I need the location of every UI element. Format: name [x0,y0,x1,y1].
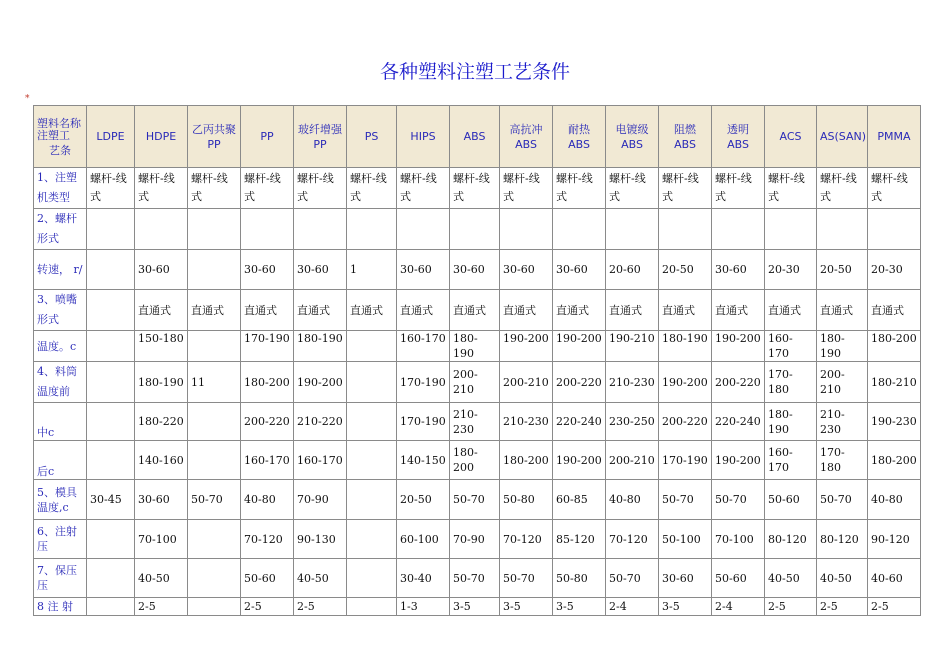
header-col-0 [87,106,135,168]
header-col-5 [347,106,397,168]
table-cell: 170-190 [241,331,294,362]
table-cell [659,209,712,250]
table-cell: 50-70 [712,480,765,520]
table-cell: 40-80 [606,480,659,520]
table-cell: 90-130 [294,520,347,559]
table-cell: 螺杆-线式 [450,168,500,209]
table-cell: 20-30 [868,250,921,290]
table-cell: 螺杆-线式 [868,168,921,209]
header-col-name: PP [260,130,274,143]
row-label: 6、注射压 [34,520,87,559]
header-col-14 [817,106,868,168]
row-label: 中c [34,403,87,441]
table-cell: 70-90 [294,480,347,520]
table-cell: 30-60 [553,250,606,290]
table-cell [87,362,135,403]
header-col-12 [712,106,765,168]
table-cell [553,209,606,250]
table-cell: 190-200 [712,331,765,362]
row-label: 2、螺杆形式 [34,209,87,250]
table-cell: 50-80 [500,480,553,520]
process-table [33,105,921,616]
table-cell: 30-60 [294,250,347,290]
table-cell: 60-85 [553,480,606,520]
header-col-9 [553,106,606,168]
table-cell: 160-170 [294,441,347,480]
table-cell [87,290,135,331]
table-row [34,168,921,209]
header-col-2 [188,106,241,168]
table-cell: 190-200 [553,331,606,362]
table-cell: 2-5 [868,598,921,616]
table-cell [347,362,397,403]
table-cell: 2-5 [765,598,817,616]
table-cell: 直通式 [553,290,606,331]
table-cell: 直通式 [817,290,868,331]
table-cell: 80-120 [765,520,817,559]
table-cell: 180-190 [659,331,712,362]
table-cell: 180-190 [450,331,500,362]
table-cell: 50-70 [817,480,868,520]
header-col-subname: ABS [727,137,749,151]
table-cell [87,250,135,290]
page-title: 各种塑料注塑工艺条件 [379,61,570,83]
table-cell: 直通式 [241,290,294,331]
header-corner [34,106,87,168]
table-cell: 直通式 [868,290,921,331]
table-cell [188,403,241,441]
row-label: 温度。c [34,331,87,362]
table-cell: 20-50 [817,250,868,290]
table-cell: 螺杆-线式 [500,168,553,209]
table-cell: 230-250 [606,403,659,441]
table-cell: 180-190 [294,331,347,362]
header-col-name: PS [364,130,379,143]
table-cell: 80-120 [817,520,868,559]
table-cell: 2-4 [606,598,659,616]
table-cell [188,520,241,559]
header-col-6 [397,106,450,168]
header-col-name: 阻燃 [674,122,696,136]
table-cell: 210-230 [450,403,500,441]
header-col-15 [868,106,921,168]
table-cell: 40-80 [241,480,294,520]
table-cell [87,559,135,598]
table-cell [294,209,347,250]
table-cell: 70-90 [450,520,500,559]
table-cell: 直通式 [765,290,817,331]
table-cell: 60-100 [397,520,450,559]
header-col-name: AS(SAN) [820,130,867,143]
table-cell: 3-5 [500,598,553,616]
table-cell [188,331,241,362]
table-cell: 180-190 [135,362,188,403]
table-cell [87,441,135,480]
table-cell: 50-70 [606,559,659,598]
table-cell: 直通式 [135,290,188,331]
table-cell: 190-200 [294,362,347,403]
header-col-4 [294,106,347,168]
table-cell: 200-220 [241,403,294,441]
table-cell: 20-30 [765,250,817,290]
table-cell: 170-180 [817,441,868,480]
row-label: 转速， r/ [34,250,87,290]
table-cell: 180-210 [868,362,921,403]
table-cell: 180-200 [500,441,553,480]
table-cell: 140-160 [135,441,188,480]
table-cell: 50-100 [659,520,712,559]
table-cell: 190-200 [712,441,765,480]
table-cell: 200-210 [817,362,868,403]
table-cell: 140-150 [397,441,450,480]
table-cell: 30-60 [450,250,500,290]
table-cell: 3-5 [553,598,606,616]
table-cell: 190-200 [500,331,553,362]
table-cell: 50-80 [553,559,606,598]
header-col-name: 玻纤增强 [298,122,342,136]
table-cell [87,520,135,559]
header-col-name: 耐热 [568,122,590,136]
table-cell: 2-4 [712,598,765,616]
table-cell: 30-45 [87,480,135,520]
header-col-3 [241,106,294,168]
table-cell: 40-50 [135,559,188,598]
table-cell [347,480,397,520]
header-corner-line1: 塑料名称 [37,116,81,128]
header-col-name: HDPE [145,130,177,143]
header-col-name: HIPS [410,130,436,143]
table-cell [347,559,397,598]
table-cell: 70-100 [135,520,188,559]
table-cell: 螺杆-线式 [397,168,450,209]
table-cell [347,598,397,616]
table-cell [188,209,241,250]
table-cell [188,250,241,290]
table-cell [500,209,553,250]
table-cell: 30-40 [397,559,450,598]
table-cell: 180-200 [868,441,921,480]
table-cell: 螺杆-线式 [817,168,868,209]
table-cell: 180-200 [868,331,921,362]
table-cell: 螺杆-线式 [712,168,765,209]
table-cell: 20-60 [606,250,659,290]
table-row [34,331,921,362]
table-cell: 170-190 [397,362,450,403]
header-col-10 [606,106,659,168]
table-cell: 180-220 [135,403,188,441]
table-cell: 1-3 [397,598,450,616]
table-cell: 直通式 [606,290,659,331]
table-cell: 85-120 [553,520,606,559]
table-cell: 2-5 [241,598,294,616]
table-row [34,441,921,480]
table-row [34,403,921,441]
table-cell: 180-190 [765,403,817,441]
row-label: 1、注塑机类型 [34,168,87,209]
table-cell: 70-120 [606,520,659,559]
table-cell: 直通式 [397,290,450,331]
table-cell [87,403,135,441]
table-cell: 160-170 [241,441,294,480]
table-cell: 50-70 [450,480,500,520]
table-cell: 30-60 [135,250,188,290]
table-cell: 螺杆-线式 [87,168,135,209]
table-cell: 160-170 [765,441,817,480]
table-cell: 50-70 [500,559,553,598]
table-cell: 50-60 [712,559,765,598]
row-label: 8 注 射 [34,598,87,616]
table-cell: 螺杆-线式 [659,168,712,209]
header-col-11 [659,106,712,168]
table-cell [87,331,135,362]
table-cell: 70-120 [500,520,553,559]
table-cell [450,209,500,250]
table-row [34,598,921,616]
header-col-8 [500,106,553,168]
table-cell: 2-5 [135,598,188,616]
table-cell: 2-5 [817,598,868,616]
header-col-name: ABS [463,130,486,143]
table-cell: 30-60 [241,250,294,290]
table-cell: 200-220 [659,403,712,441]
table-row [34,362,921,403]
header-col-subname: PP [313,137,327,151]
table-cell [188,559,241,598]
table-cell: 210-220 [294,403,347,441]
table-cell: 170-190 [659,441,712,480]
table-cell: 螺杆-线式 [294,168,347,209]
table-cell: 70-100 [712,520,765,559]
table-cell: 螺杆-线式 [553,168,606,209]
table-cell: 40-50 [817,559,868,598]
row-label: 3、喷嘴形式 [34,290,87,331]
table-cell: 90-120 [868,520,921,559]
table-cell: 180-200 [450,441,500,480]
table-cell: 直通式 [659,290,712,331]
table-cell: 200-220 [712,362,765,403]
table-cell: 直通式 [188,290,241,331]
table-cell [188,441,241,480]
table-row [34,209,921,250]
table-cell: 30-60 [712,250,765,290]
table-cell [347,441,397,480]
header-col-name: 乙丙共聚 [192,122,236,136]
table-cell: 170-190 [397,403,450,441]
table-cell: 螺杆-线式 [765,168,817,209]
table-row [34,290,921,331]
header-col-name: ACS [779,130,802,143]
table-cell: 200-210 [500,362,553,403]
table-cell: 220-240 [553,403,606,441]
table-cell: 50-60 [765,480,817,520]
table-cell: 190-230 [868,403,921,441]
table-cell: 200-210 [450,362,500,403]
table-cell [606,209,659,250]
table-cell: 2-5 [294,598,347,616]
table-cell: 螺杆-线式 [606,168,659,209]
table-cell: 直通式 [712,290,765,331]
table-row [34,250,921,290]
table-cell: 200-220 [553,362,606,403]
table-cell [241,209,294,250]
table-cell: 190-200 [659,362,712,403]
header-col-name: 电镀级 [615,122,649,136]
header-col-subname: ABS [674,137,696,151]
table-cell: 螺杆-线式 [135,168,188,209]
table-cell [347,209,397,250]
table-cell: 直通式 [294,290,347,331]
table-cell [87,209,135,250]
table-cell: 160-170 [397,331,450,362]
table-cell [397,209,450,250]
table-cell: 150-180 [135,331,188,362]
table-row [34,480,921,520]
table-cell: 210-230 [817,403,868,441]
table-cell: 50-60 [241,559,294,598]
table-cell: 50-70 [659,480,712,520]
header-col-7 [450,106,500,168]
marker: * [25,94,30,104]
table-cell: 11 [188,362,241,403]
header-col-name: 高抗冲 [509,122,543,136]
table-cell [347,403,397,441]
table-cell: 40-60 [868,559,921,598]
table-cell: 螺杆-线式 [241,168,294,209]
table-cell: 200-210 [606,441,659,480]
header-col-name: PMMA [877,130,911,143]
table-cell [817,209,868,250]
table-cell: 40-50 [294,559,347,598]
header-col-subname: PP [207,137,221,151]
table-cell: 170-180 [765,362,817,403]
table-row [34,559,921,598]
table-cell: 螺杆-线式 [188,168,241,209]
header-corner-line2: 注塑工 [37,128,70,142]
table-cell: 50-70 [188,480,241,520]
table-cell [347,331,397,362]
header-col-subname: ABS [515,137,537,151]
table-cell [87,598,135,616]
table-cell: 40-50 [765,559,817,598]
table-cell [712,209,765,250]
table-cell: 20-50 [659,250,712,290]
table-cell: 3-5 [659,598,712,616]
table-cell: 直通式 [450,290,500,331]
header-corner-line3: 艺条 [49,143,71,157]
table-cell [765,209,817,250]
table-header-row [34,106,921,168]
table-cell: 180-200 [241,362,294,403]
header-col-name: LDPE [96,130,125,143]
row-label: 4、料筒温度前 [34,362,87,403]
table-cell: 30-60 [135,480,188,520]
table-cell: 220-240 [712,403,765,441]
table-cell: 1 [347,250,397,290]
table-cell: 210-230 [606,362,659,403]
table-cell: 180-190 [817,331,868,362]
row-label: 7、保压压 [34,559,87,598]
table-cell: 190-210 [606,331,659,362]
table-cell: 直通式 [500,290,553,331]
table-cell: 160-170 [765,331,817,362]
table-cell [868,209,921,250]
table-cell: 3-5 [450,598,500,616]
header-col-name: 透明 [727,122,749,136]
table-cell: 210-230 [500,403,553,441]
table-cell: 直通式 [347,290,397,331]
row-label: 5、模具温度,c [34,480,87,520]
row-label: 后c [34,441,87,480]
table-cell: 40-80 [868,480,921,520]
table-cell: 螺杆-线式 [347,168,397,209]
table-row [34,520,921,559]
table-cell: 190-200 [553,441,606,480]
header-col-subname: ABS [568,137,590,151]
table-cell: 30-60 [500,250,553,290]
table-cell: 50-70 [450,559,500,598]
table-cell: 70-120 [241,520,294,559]
header-col-1 [135,106,188,168]
table-cell [347,520,397,559]
table-cell [188,598,241,616]
header-col-13 [765,106,817,168]
table-cell [135,209,188,250]
table-cell: 30-60 [397,250,450,290]
table-cell: 20-50 [397,480,450,520]
table-cell: 30-60 [659,559,712,598]
header-col-subname: ABS [621,137,643,151]
